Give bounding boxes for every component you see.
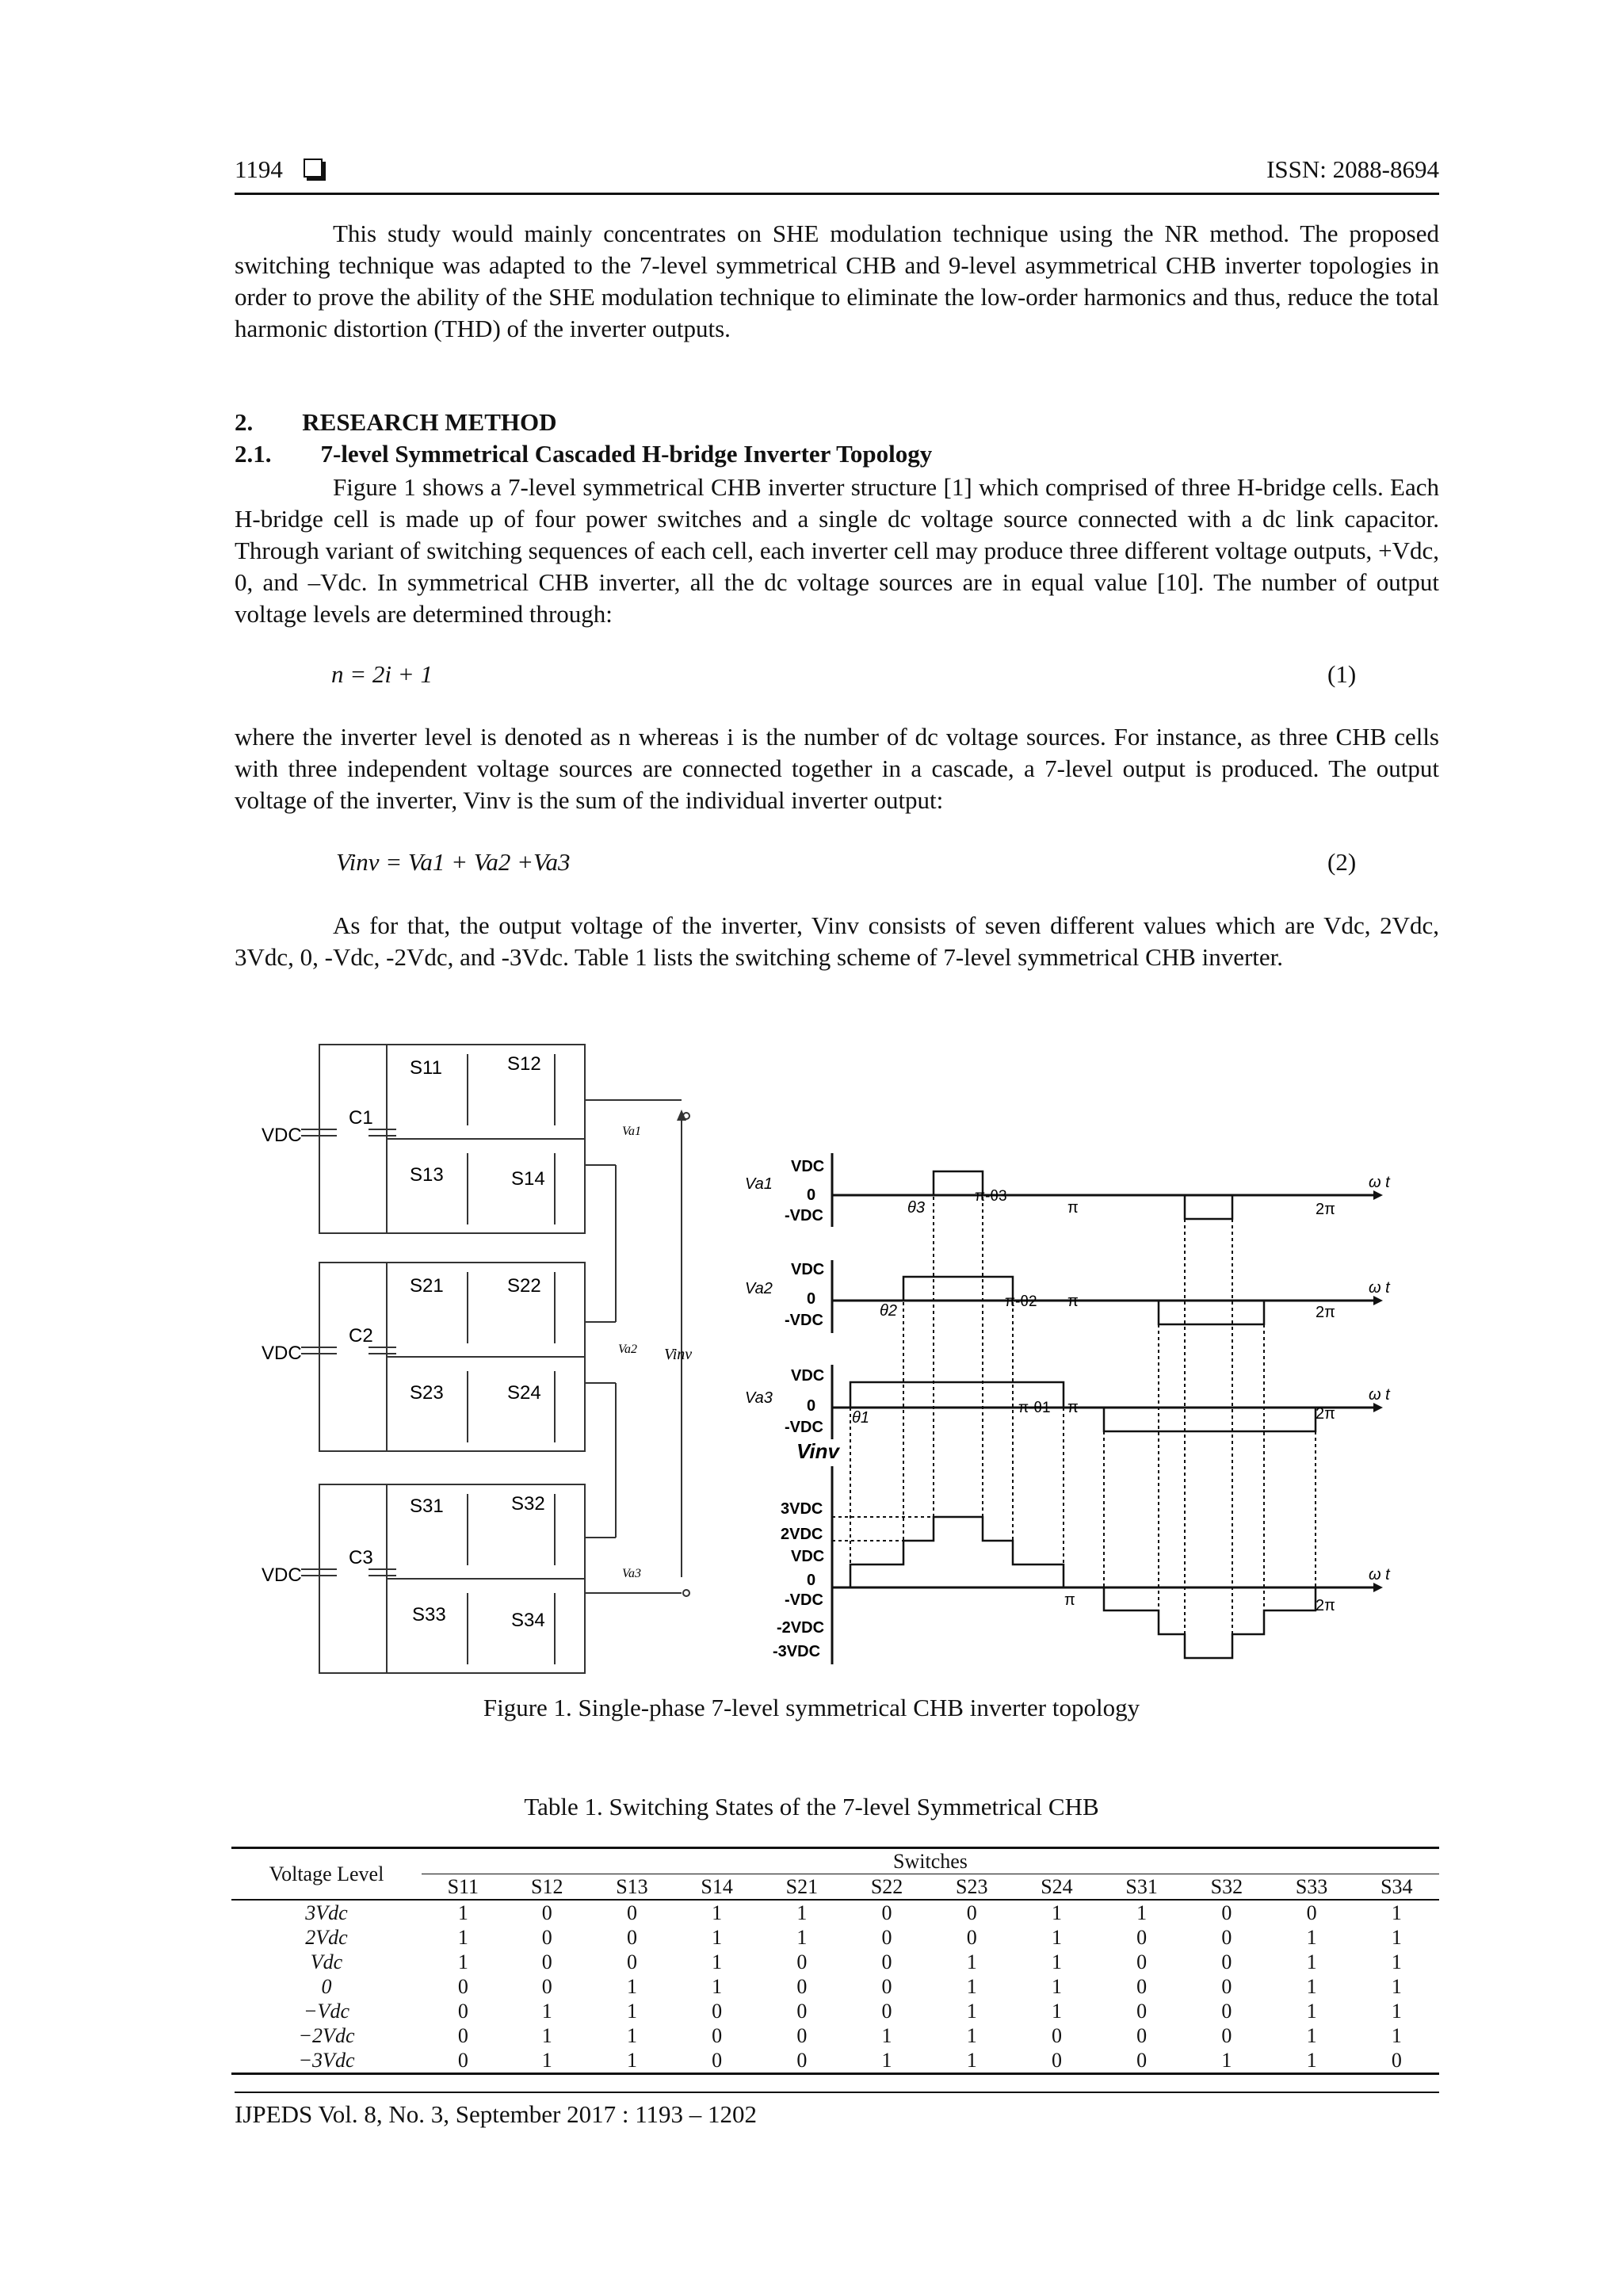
switch-state-cell: 0 — [457, 2048, 468, 2072]
switch-state-cell: 0 — [541, 1901, 552, 1924]
footer-citation: IJPEDS Vol. 8, No. 3, September 2017 : 1193 – 1202 — [235, 2100, 758, 2128]
switch-state-cell: 0 — [1136, 1974, 1148, 1998]
va1-zero-label: 0 — [807, 1186, 816, 1204]
table-row — [231, 1999, 1439, 2023]
switch-state-cell: 1 — [541, 1999, 552, 2023]
switch-state-cell: 1 — [1306, 2023, 1317, 2047]
switch-state-cell: 0 — [626, 1901, 637, 1924]
switch-label-s32: S32 — [511, 1493, 545, 1515]
switch-state-cell: 1 — [1306, 1925, 1317, 1949]
switch-state-cell: 1 — [1051, 1974, 1062, 1998]
equation-1: n = 2i + 1 — [331, 660, 433, 688]
switch-state-cell: 0 — [457, 2023, 468, 2047]
switch-state-cell: 1 — [1391, 1999, 1402, 2023]
figure-caption: Figure 1. Single-phase 7-level symmetrical CHB inverter topology — [483, 1694, 1140, 1721]
switch-state-cell: 1 — [1051, 1925, 1062, 1949]
voltage-level-cell: 3Vdc — [305, 1901, 348, 1924]
switch-state-cell: 0 — [881, 1999, 892, 2023]
section-heading: 2. RESEARCH METHOD — [235, 408, 557, 436]
equation-1-number: (1) — [1327, 660, 1357, 688]
switch-state-cell: 0 — [626, 1950, 637, 1973]
switch-state-cell: 0 — [881, 1925, 892, 1949]
twopi-label-4: 2π — [1316, 1597, 1335, 1614]
column-header: S31 — [1125, 1874, 1158, 1898]
switch-state-cell: 0 — [881, 1974, 892, 1998]
table-row — [231, 1974, 1439, 1999]
intro-paragraph: This study would mainly concentrates on SHE modulation technique using the NR method. The proposed switching technique was adapted to the 7-level symmetrical CHB and 9-level asymmetrical CHB inverter topologies in order to prove the ability of the SHE modulation technique to eliminate the low-order harmonics and thus, reduce the total harmonic distortion (THD) of the inverter outputs. — [235, 220, 1439, 342]
cap-label-3: C3 — [349, 1547, 373, 1568]
switch-state-cell: 1 — [1306, 1950, 1317, 1973]
va1-negvdc-label: -VDC — [785, 1207, 823, 1224]
switch-state-cell: 1 — [796, 1925, 808, 1949]
square-bullet-icon — [304, 159, 323, 178]
column-header: S13 — [616, 1874, 648, 1898]
switch-state-cell: 1 — [966, 2048, 977, 2072]
va2-vdc-label: VDC — [791, 1261, 825, 1278]
switch-state-cell: 0 — [796, 1974, 808, 1998]
wt-label-4: ω t — [1369, 1566, 1390, 1584]
switch-state-cell: 1 — [881, 2023, 892, 2047]
switch-label-s12: S12 — [507, 1053, 541, 1075]
switch-state-cell: 1 — [1136, 1901, 1148, 1924]
va1-label: Va1 — [622, 1125, 641, 1138]
switch-state-cell: 0 — [541, 1925, 552, 1949]
column-header: S12 — [531, 1874, 563, 1898]
vdc-label-2: VDC — [262, 1343, 302, 1364]
switch-label-s23: S23 — [410, 1382, 444, 1404]
voltage-level-cell: −Vdc — [304, 1999, 349, 2023]
pi-theta1-label: π-θ1 — [1018, 1400, 1051, 1416]
pi-label-2: π — [1067, 1293, 1079, 1310]
switch-state-cell: 0 — [712, 2023, 723, 2047]
column-header: S11 — [447, 1874, 479, 1898]
column-header: S34 — [1381, 1874, 1413, 1898]
twopi-label-3: 2π — [1316, 1405, 1335, 1423]
switch-state-cell: 0 — [1306, 1901, 1317, 1924]
voltage-level-cell: Vdc — [310, 1950, 343, 1973]
switch-state-cell: 1 — [966, 1974, 977, 1998]
footer-rule — [235, 2092, 1439, 2093]
issn: ISSN: 2088-8694 — [1266, 155, 1439, 183]
switch-label-s22: S22 — [507, 1275, 541, 1297]
switch-state-cell: 1 — [457, 1925, 468, 1949]
wt-label-3: ω t — [1369, 1386, 1390, 1404]
switch-state-cell: 0 — [796, 2023, 808, 2047]
switch-state-cell: 1 — [1391, 1950, 1402, 1973]
theta1-label: θ1 — [852, 1409, 869, 1427]
vinv-level-neg3vdc: -3VDC — [773, 1643, 821, 1660]
switch-state-cell: 1 — [712, 1925, 723, 1949]
switch-state-cell: 1 — [541, 2048, 552, 2072]
table-caption: Table 1. Switching States of the 7-level Symmetrical CHB — [524, 1793, 1099, 1820]
switch-label-s24: S24 — [507, 1382, 541, 1404]
va2-negvdc-label: -VDC — [785, 1312, 823, 1329]
row-header: Voltage Level — [231, 1848, 422, 1901]
switch-state-cell: 1 — [457, 1950, 468, 1973]
column-header: S33 — [1295, 1874, 1328, 1898]
switch-label-s34: S34 — [511, 1610, 545, 1631]
vinv-axis-label: Vinv — [796, 1439, 839, 1463]
switch-label-s21: S21 — [410, 1275, 444, 1297]
va3-label: Va3 — [622, 1567, 641, 1580]
equation-2-number: (2) — [1327, 848, 1357, 876]
switch-state-cell: 0 — [541, 1950, 552, 1973]
switch-state-cell: 0 — [881, 1901, 892, 1924]
column-header: S22 — [870, 1874, 903, 1898]
table-row — [231, 1950, 1439, 1974]
switch-state-cell: 0 — [712, 2048, 723, 2072]
table-row — [231, 1900, 1439, 1925]
vinv-level-vdc: VDC — [791, 1548, 825, 1565]
column-header: S23 — [956, 1874, 988, 1898]
va2-zero-label: 0 — [807, 1290, 816, 1308]
wt-label-1: ω t — [1369, 1174, 1390, 1191]
va3-axis-label: Va3 — [745, 1389, 773, 1407]
pi-theta3-label: π-θ3 — [975, 1188, 1007, 1205]
switch-label-s33: S33 — [412, 1604, 446, 1626]
vinv-level-zero: 0 — [807, 1572, 816, 1589]
switch-state-cell: 0 — [1221, 1974, 1232, 1998]
vinv-level-negvdc: -VDC — [785, 1591, 823, 1609]
switches-group-header: Switches — [422, 1848, 1439, 1874]
switch-state-cell: 0 — [1051, 2023, 1062, 2047]
switch-state-cell: 0 — [712, 1999, 723, 2023]
switch-state-cell: 1 — [1391, 1901, 1402, 1924]
theta2-label: θ2 — [880, 1302, 897, 1320]
paragraph-output: As for that, the output voltage of the inverter, Vinv consists of seven different values which are Vdc, 2Vdc, 3Vdc, 0, -Vdc, -2Vdc, and -3Vdc. Table 1 lists the switching scheme of 7-level symmetrical CHB inverter. — [235, 911, 1439, 971]
theta3-label: θ3 — [907, 1199, 925, 1217]
switch-state-cell: 0 — [1136, 1999, 1148, 2023]
switch-state-cell: 1 — [881, 2048, 892, 2072]
paragraph-levels: where the inverter level is denoted as n whereas i is the number of dc voltage sources. For instance, as three CHB cells with three independent voltage sources are connected together in a cascade, a 7-level output is produced. The output voltage of the inverter, Vinv is the sum of the individual inverter output: — [235, 723, 1439, 814]
switch-state-cell: 0 — [1221, 1901, 1232, 1924]
pi-theta2-label: π-θ2 — [1005, 1293, 1037, 1310]
switch-state-cell: 1 — [541, 2023, 552, 2047]
switch-state-cell: 1 — [1051, 1999, 1062, 2023]
switch-state-cell: 1 — [626, 2048, 637, 2072]
switch-state-cell: 1 — [1051, 1901, 1062, 1924]
column-header: S32 — [1210, 1874, 1243, 1898]
va2-label: Va2 — [618, 1343, 637, 1356]
pi-label-4: π — [1064, 1591, 1075, 1609]
voltage-level-cell: −2Vdc — [298, 2023, 355, 2047]
switch-state-cell: 1 — [626, 1974, 637, 1998]
switch-state-cell: 0 — [966, 1901, 977, 1924]
switch-state-cell: 0 — [796, 1950, 808, 1973]
vinv-level-3vdc: 3VDC — [781, 1500, 823, 1518]
switching-states-table — [231, 1847, 1439, 2075]
equation-2: Vinv = Va1 + Va2 +Va3 — [336, 848, 571, 876]
switch-state-cell: 1 — [712, 1901, 723, 1924]
header-rule — [235, 193, 1439, 195]
switch-state-cell: 1 — [966, 1950, 977, 1973]
vinv-circuit-label: Vinv — [664, 1346, 693, 1363]
vdc-label-3: VDC — [262, 1564, 302, 1586]
table-row — [231, 1925, 1439, 1950]
switch-state-cell: 0 — [1136, 1925, 1148, 1949]
column-header: S24 — [1041, 1874, 1073, 1898]
switch-state-cell: 0 — [796, 1999, 808, 2023]
switch-state-cell: 1 — [796, 1901, 808, 1924]
switch-state-cell: 0 — [1221, 2023, 1232, 2047]
figure-chb-inverter — [238, 1030, 1442, 1680]
va3-vdc-label: VDC — [791, 1367, 825, 1385]
vdc-label-1: VDC — [262, 1125, 302, 1146]
switch-state-cell: 0 — [457, 1974, 468, 1998]
switch-state-cell: 1 — [626, 2023, 637, 2047]
va1-vdc-label: VDC — [791, 1158, 825, 1175]
voltage-level-cell: 2Vdc — [305, 1925, 348, 1949]
switch-state-cell: 0 — [541, 1974, 552, 1998]
vinv-level-2vdc: 2VDC — [781, 1526, 823, 1543]
switch-label-s14: S14 — [511, 1168, 545, 1190]
page-number: 1194 — [235, 155, 283, 183]
vinv-level-neg2vdc: -2VDC — [777, 1619, 825, 1637]
switch-state-cell: 1 — [1221, 2048, 1232, 2072]
voltage-level-cell: −3Vdc — [298, 2048, 355, 2072]
switch-state-cell: 1 — [626, 1999, 637, 2023]
va1-axis-label: Va1 — [745, 1175, 773, 1193]
switch-state-cell: 1 — [457, 1901, 468, 1924]
voltage-level-cell: 0 — [321, 1974, 332, 1998]
switch-state-cell: 0 — [1391, 2048, 1402, 2072]
switch-state-cell: 0 — [796, 2048, 808, 2072]
switch-state-cell: 0 — [1221, 1950, 1232, 1973]
switch-state-cell: 1 — [712, 1974, 723, 1998]
column-header: S21 — [785, 1874, 819, 1898]
paragraph-topology: Figure 1 shows a 7-level symmetrical CHB inverter structure [1] which comprised of three H-bridge cells. Each H-bridge cell is made up of four power switches and a single dc voltage source connected with a dc link capacitor. Through variant of switching sequences of each cell, each inverter cell may produce three different voltage outputs, +Vdc, 0, and –Vdc. In symmetrical CHB inverter, all the dc voltage sources are in equal value [10]. The number of output voltage levels are determined through: — [235, 473, 1439, 628]
va2-axis-label: Va2 — [745, 1280, 773, 1297]
pi-label-3: π — [1067, 1399, 1079, 1416]
switch-state-cell: 0 — [881, 1950, 892, 1973]
switch-state-cell: 1 — [966, 2023, 977, 2047]
table-row — [231, 2048, 1439, 2074]
switch-state-cell: 0 — [1051, 2048, 1062, 2072]
switch-state-cell: 1 — [1051, 1950, 1062, 1973]
switch-state-cell: 0 — [966, 1925, 977, 1949]
switch-label-s13: S13 — [410, 1164, 444, 1186]
va3-zero-label: 0 — [807, 1397, 816, 1415]
switch-state-cell: 0 — [457, 1999, 468, 2023]
switch-state-cell: 1 — [1391, 1974, 1402, 1998]
switch-state-cell: 1 — [966, 1999, 977, 2023]
switch-state-cell: 1 — [1306, 1999, 1317, 2023]
cap-label-2: C2 — [349, 1325, 373, 1347]
switch-state-cell: 0 — [1136, 2023, 1148, 2047]
switch-label-s11: S11 — [410, 1057, 442, 1079]
switch-state-cell: 1 — [1306, 2048, 1317, 2072]
table-row — [231, 2023, 1439, 2048]
pi-label-1: π — [1067, 1199, 1079, 1217]
switch-state-cell: 0 — [1221, 1999, 1232, 2023]
switch-state-cell: 0 — [626, 1925, 637, 1949]
twopi-label-1: 2π — [1316, 1201, 1335, 1218]
switch-state-cell: 0 — [1221, 1925, 1232, 1949]
wt-label-2: ω t — [1369, 1279, 1390, 1297]
switch-state-cell: 0 — [1136, 2048, 1148, 2072]
column-header: S14 — [701, 1874, 733, 1898]
switch-state-cell: 0 — [1136, 1950, 1148, 1973]
switch-state-cell: 1 — [1306, 1974, 1317, 1998]
switch-state-cell: 1 — [712, 1950, 723, 1973]
cap-label-1: C1 — [349, 1107, 373, 1129]
switch-label-s31: S31 — [410, 1496, 444, 1517]
switch-state-cell: 1 — [1391, 2023, 1402, 2047]
switch-state-cell: 1 — [1391, 1925, 1402, 1949]
va3-negvdc-label: -VDC — [785, 1419, 823, 1436]
subsection-heading: 2.1. 7-level Symmetrical Cascaded H-bridge Inverter Topology — [235, 440, 933, 468]
twopi-label-2: 2π — [1316, 1304, 1335, 1321]
